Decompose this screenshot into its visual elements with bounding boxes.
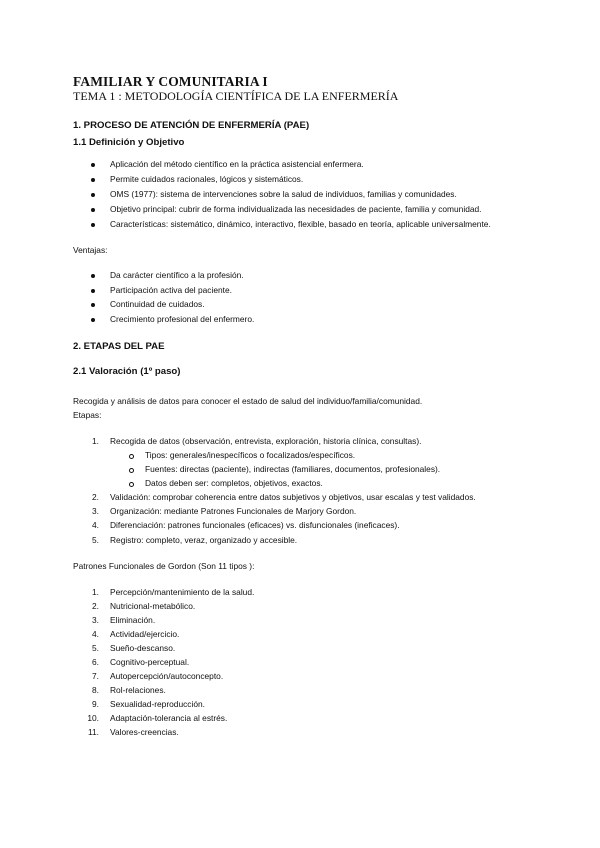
list-number: 5.: [92, 535, 99, 545]
list-item: Validación: comprobar coherencia entre datos subjetivos y objetivos, usar escalas y test validados.: [110, 492, 476, 502]
list-item: Participación activa del paciente.: [110, 285, 232, 295]
bullet-marker: [91, 223, 95, 227]
bullet-marker: [91, 318, 95, 322]
list-item: Actividad/ejercicio.: [110, 629, 180, 639]
list-item: Continuidad de cuidados.: [110, 299, 205, 309]
sub-bullet-marker: [129, 482, 134, 487]
list-item: Recogida de datos (observación, entrevista, exploración, historia clínica, consultas).: [110, 436, 422, 446]
document-subtitle: TEMA 1 : METODOLOGÍA CIENTÍFICA DE LA ENFERMERÍA: [73, 89, 399, 103]
list-item: Percepción/mantenimiento de la salud.: [110, 587, 255, 597]
subsection-heading-definicion: 1.1 Definición y Objetivo: [73, 137, 185, 148]
list-item: Fuentes: directas (paciente), indirectas (familiares, documentos, profesionales).: [145, 464, 441, 474]
list-item: Permite cuidados racionales, lógicos y sistemáticos.: [110, 174, 304, 184]
list-item: Eliminación.: [110, 615, 156, 625]
list-number: 4.: [92, 629, 99, 639]
bullet-marker: [91, 163, 95, 167]
list-number: 5.: [92, 643, 99, 653]
list-number: 9.: [92, 699, 99, 709]
list-item: Objetivo principal: cubrir de forma individualizada las necesidades de paciente, familia y comunidad.: [110, 204, 482, 214]
sub-bullet-marker: [129, 454, 134, 459]
sub-bullet-marker: [129, 468, 134, 473]
document-title: FAMILIAR Y COMUNITARIA I: [73, 74, 268, 89]
bullet-marker: [91, 303, 95, 307]
list-item: Valores-creencias.: [110, 727, 179, 737]
list-item: Organización: mediante Patrones Funcionales de Marjory Gordon.: [110, 506, 357, 516]
gordon-label: Patrones Funcionales de Gordon (Son 11 tipos ):: [73, 561, 255, 571]
list-number: 7.: [92, 671, 99, 681]
list-item: Crecimiento profesional del enfermero.: [110, 314, 255, 324]
bullet-marker: [91, 274, 95, 278]
bullet-marker: [91, 178, 95, 182]
list-number: 2.: [92, 601, 99, 611]
list-number: 2.: [92, 492, 99, 502]
list-item: Aplicación del método científico en la práctica asistencial enfermera.: [110, 159, 364, 169]
section-heading-etapas: 2. ETAPAS DEL PAE: [73, 341, 165, 352]
list-number: 10.: [87, 713, 99, 723]
list-item: Cognitivo-perceptual.: [110, 657, 190, 667]
list-item: Autopercepción/autoconcepto.: [110, 671, 224, 681]
etapas-label: Etapas:: [73, 410, 102, 420]
list-number: 3.: [92, 615, 99, 625]
valoracion-paragraph: Recogida y análisis de datos para conocer el estado de salud del individuo/familia/comunidad.: [73, 396, 423, 406]
list-item: Nutricional-metabólico.: [110, 601, 196, 611]
bullet-marker: [91, 289, 95, 293]
list-item: Adaptación-tolerancia al estrés.: [110, 713, 228, 723]
list-number: 8.: [92, 685, 99, 695]
list-item: Registro: completo, veraz, organizado y accesible.: [110, 535, 298, 545]
list-item: OMS (1977): sistema de intervenciones sobre la salud de individuos, familias y comunidades.: [110, 189, 457, 199]
list-item: Características: sistemático, dinámico, interactivo, flexible, basado en teoría, aplicable universalmente.: [110, 219, 491, 229]
list-item: Datos deben ser: completos, objetivos, exactos.: [145, 478, 323, 488]
list-number: 3.: [92, 506, 99, 516]
bullet-marker: [91, 208, 95, 212]
list-number: 4.: [92, 520, 99, 530]
bullet-marker: [91, 193, 95, 197]
list-item: Diferenciación: patrones funcionales (eficaces) vs. disfuncionales (ineficaces).: [110, 520, 400, 530]
list-number: 6.: [92, 657, 99, 667]
subsection-heading-valoracion: 2.1 Valoración (1º paso): [73, 366, 181, 377]
list-item: Da carácter científico a la profesión.: [110, 270, 244, 280]
list-item: Sexualidad-reproducción.: [110, 699, 205, 709]
list-item: Rol-relaciones.: [110, 685, 166, 695]
list-number: 1.: [92, 587, 99, 597]
list-item: Tipos: generales/inespecíficos o focalizados/específicos.: [145, 450, 356, 460]
ventajas-label: Ventajas:: [73, 245, 108, 255]
section-heading-pae: 1. PROCESO DE ATENCIÓN DE ENFERMERÍA (PAE): [73, 120, 310, 131]
list-number: 11.: [87, 727, 99, 737]
list-number: 1.: [92, 436, 99, 446]
list-item: Sueño-descanso.: [110, 643, 176, 653]
